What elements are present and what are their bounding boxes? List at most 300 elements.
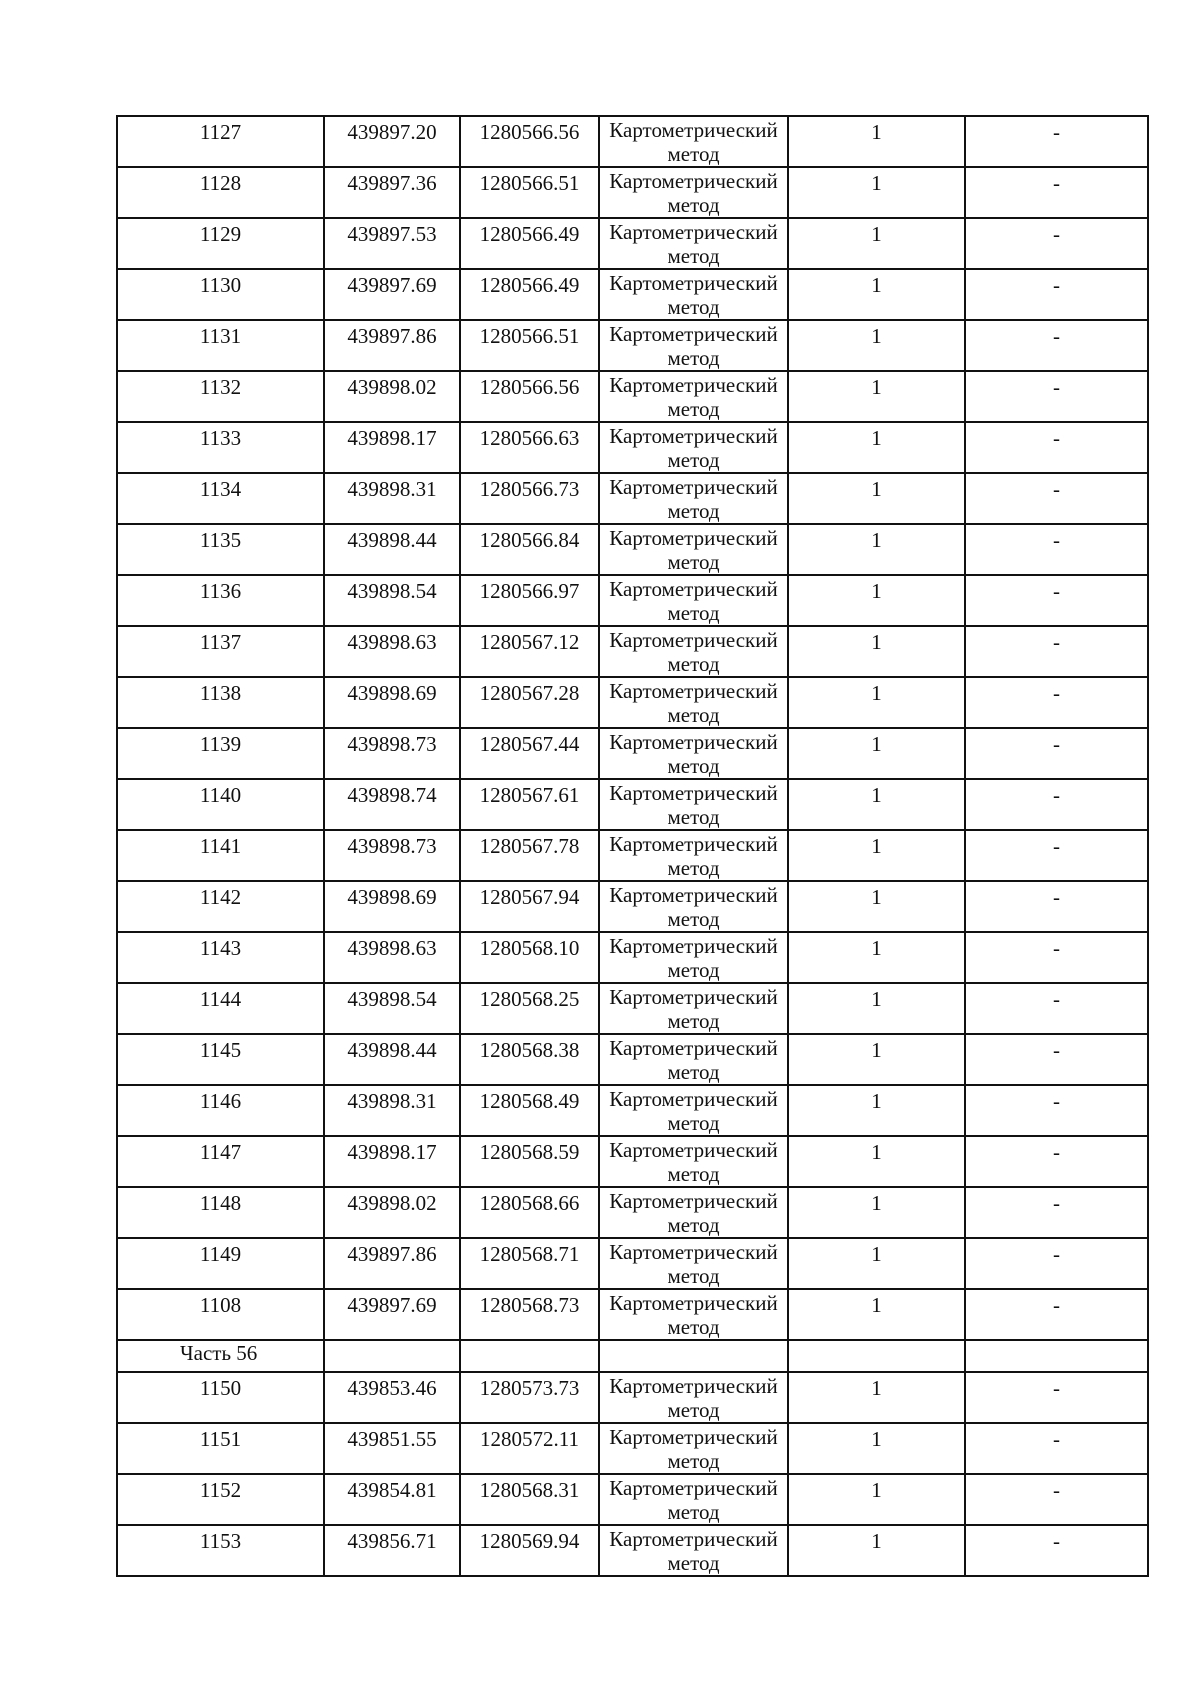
- method-text: Картометрический метод: [609, 1189, 778, 1237]
- point-number-text: 1128: [199, 171, 242, 195]
- point-number-cell: [117, 116, 324, 167]
- part-title: Часть 56: [180, 1341, 258, 1365]
- method-text: Картометрический метод: [609, 220, 778, 268]
- precision-text: 1: [871, 1089, 882, 1113]
- coordinate-y-cell: [460, 371, 599, 422]
- coordinate-y-text: 1280573.73: [479, 1376, 580, 1400]
- coordinate-y-text: 1280566.51: [479, 324, 580, 348]
- coordinate-x-cell: [324, 422, 460, 473]
- note-cell: [965, 1525, 1148, 1576]
- method-text: Картометрический метод: [609, 118, 778, 166]
- precision-cell: [788, 677, 965, 728]
- coordinate-x-text: 439851.55: [347, 1427, 437, 1451]
- table-row: [117, 1136, 1148, 1187]
- method-text: Картометрический метод: [609, 169, 778, 217]
- precision-cell: [788, 1474, 965, 1525]
- point-number-text: 1130: [199, 273, 242, 297]
- coordinate-x-cell: [324, 779, 460, 830]
- note-cell: [965, 167, 1148, 218]
- point-number-text: 1129: [199, 222, 242, 246]
- coordinate-x-text: 439898.02: [347, 1191, 437, 1215]
- coordinate-y-text: 1280568.66: [479, 1191, 580, 1215]
- point-number-text: 1139: [199, 732, 242, 756]
- table-row: [117, 830, 1148, 881]
- coordinate-x-text: 439898.02: [347, 375, 437, 399]
- method-cell: [599, 1085, 788, 1136]
- method-cell: [599, 116, 788, 167]
- point-number-cell: [117, 1136, 324, 1187]
- method-cell: [599, 1372, 788, 1423]
- empty-cell: [965, 1340, 1148, 1372]
- method-cell: [599, 932, 788, 983]
- precision-text: 1: [871, 1293, 882, 1317]
- coordinate-x-text: 439897.53: [347, 222, 437, 246]
- coordinate-x-text: 439856.71: [347, 1529, 437, 1553]
- precision-text: 1: [871, 477, 882, 501]
- precision-text: 1: [871, 1242, 882, 1266]
- note-text: -: [1053, 477, 1060, 501]
- precision-cell: [788, 1136, 965, 1187]
- coordinate-y-cell: [460, 1525, 599, 1576]
- method-cell: [599, 320, 788, 371]
- point-number-cell: [117, 1034, 324, 1085]
- note-cell: [965, 116, 1148, 167]
- precision-cell: [788, 473, 965, 524]
- method-cell: [599, 983, 788, 1034]
- point-number-cell: [117, 269, 324, 320]
- point-number-cell: [117, 422, 324, 473]
- table-row: [117, 575, 1148, 626]
- precision-cell: [788, 932, 965, 983]
- precision-cell: [788, 1525, 965, 1576]
- note-cell: [965, 1238, 1148, 1289]
- table-row: [117, 320, 1148, 371]
- point-number-cell: [117, 167, 324, 218]
- coordinate-x-text: 439898.44: [347, 1038, 437, 1062]
- coordinates-table: [116, 115, 1149, 1577]
- table-row: [117, 218, 1148, 269]
- empty-cell: [788, 1340, 965, 1372]
- coordinate-x-cell: [324, 1136, 460, 1187]
- method-text: Картометрический метод: [609, 1240, 778, 1288]
- table-row: [117, 626, 1148, 677]
- precision-cell: [788, 1034, 965, 1085]
- coordinate-x-cell: [324, 167, 460, 218]
- coordinate-x-text: 439897.69: [347, 273, 437, 297]
- coordinate-x-cell: [324, 626, 460, 677]
- precision-text: 1: [871, 375, 882, 399]
- coordinate-y-text: 1280566.73: [479, 477, 580, 501]
- point-number-cell: [117, 218, 324, 269]
- point-number-text: 1152: [199, 1478, 242, 1502]
- coordinate-x-cell: [324, 1085, 460, 1136]
- precision-text: 1: [871, 1191, 882, 1215]
- precision-cell: [788, 167, 965, 218]
- note-cell: [965, 575, 1148, 626]
- method-cell: [599, 728, 788, 779]
- coordinate-y-text: 1280568.38: [479, 1038, 580, 1062]
- point-number-text: 1145: [199, 1038, 242, 1062]
- precision-cell: [788, 371, 965, 422]
- table-row: [117, 677, 1148, 728]
- coordinate-y-cell: [460, 1034, 599, 1085]
- precision-cell: [788, 626, 965, 677]
- method-text: Картометрический метод: [609, 1138, 778, 1186]
- note-cell: [965, 779, 1148, 830]
- method-cell: [599, 1474, 788, 1525]
- method-text: Картометрический метод: [609, 883, 778, 931]
- note-text: -: [1053, 783, 1060, 807]
- coordinate-y-text: 1280572.11: [480, 1427, 579, 1451]
- table-row: [117, 1525, 1148, 1576]
- point-number-text: 1141: [199, 834, 242, 858]
- note-cell: [965, 1372, 1148, 1423]
- note-cell: [965, 932, 1148, 983]
- point-number-text: 1146: [199, 1089, 242, 1113]
- point-number-cell: [117, 779, 324, 830]
- table-row: [117, 1238, 1148, 1289]
- coordinate-y-cell: [460, 218, 599, 269]
- precision-cell: [788, 269, 965, 320]
- coordinate-x-cell: [324, 1372, 460, 1423]
- coordinate-y-text: 1280568.31: [479, 1478, 580, 1502]
- coordinate-x-text: 439898.63: [347, 630, 437, 654]
- method-cell: [599, 1187, 788, 1238]
- note-text: -: [1053, 375, 1060, 399]
- coordinate-x-cell: [324, 1525, 460, 1576]
- note-text: -: [1053, 834, 1060, 858]
- note-text: -: [1053, 1038, 1060, 1062]
- note-text: -: [1053, 1089, 1060, 1113]
- point-number-text: 1134: [199, 477, 242, 501]
- precision-cell: [788, 728, 965, 779]
- coordinate-x-text: 439898.69: [347, 885, 437, 909]
- table-row: [117, 728, 1148, 779]
- note-text: -: [1053, 222, 1060, 246]
- coordinate-x-text: 439898.17: [347, 426, 437, 450]
- note-cell: [965, 1085, 1148, 1136]
- method-text: Картометрический метод: [609, 424, 778, 472]
- coordinate-y-text: 1280569.94: [479, 1529, 580, 1553]
- coordinate-y-cell: [460, 677, 599, 728]
- note-cell: [965, 1289, 1148, 1340]
- note-cell: [965, 1187, 1148, 1238]
- note-text: -: [1053, 1529, 1060, 1553]
- coordinate-x-cell: [324, 473, 460, 524]
- coordinate-y-cell: [460, 1187, 599, 1238]
- method-cell: [599, 1423, 788, 1474]
- note-cell: [965, 473, 1148, 524]
- coordinate-y-text: 1280566.56: [479, 375, 580, 399]
- method-cell: [599, 218, 788, 269]
- note-text: -: [1053, 1242, 1060, 1266]
- coordinate-y-text: 1280566.51: [479, 171, 580, 195]
- precision-cell: [788, 1372, 965, 1423]
- precision-text: 1: [871, 1376, 882, 1400]
- note-text: -: [1053, 171, 1060, 195]
- note-cell: [965, 1474, 1148, 1525]
- method-cell: [599, 1289, 788, 1340]
- precision-cell: [788, 116, 965, 167]
- point-number-text: 1147: [199, 1140, 242, 1164]
- precision-text: 1: [871, 1427, 882, 1451]
- point-number-cell: [117, 677, 324, 728]
- precision-cell: [788, 881, 965, 932]
- point-number-text: 1151: [199, 1427, 242, 1451]
- coordinate-y-cell: [460, 1423, 599, 1474]
- coordinate-y-cell: [460, 1289, 599, 1340]
- point-number-text: 1133: [199, 426, 242, 450]
- note-text: -: [1053, 885, 1060, 909]
- precision-text: 1: [871, 681, 882, 705]
- coordinate-x-cell: [324, 881, 460, 932]
- coordinate-y-text: 1280568.10: [479, 936, 580, 960]
- precision-text: 1: [871, 834, 882, 858]
- part-header-row: [117, 1340, 1148, 1372]
- table-row: [117, 1372, 1148, 1423]
- coordinate-x-cell: [324, 575, 460, 626]
- point-number-cell: [117, 1289, 324, 1340]
- coordinate-y-text: 1280566.63: [479, 426, 580, 450]
- note-cell: [965, 1034, 1148, 1085]
- point-number-cell: [117, 320, 324, 371]
- precision-text: 1: [871, 579, 882, 603]
- note-cell: [965, 422, 1148, 473]
- precision-cell: [788, 1423, 965, 1474]
- coordinate-x-text: 439898.74: [347, 783, 437, 807]
- empty-cell: [460, 1340, 599, 1372]
- coordinate-y-text: 1280568.73: [479, 1293, 580, 1317]
- precision-cell: [788, 1289, 965, 1340]
- coordinate-y-cell: [460, 1085, 599, 1136]
- method-text: Картометрический метод: [609, 1291, 778, 1339]
- point-number-cell: [117, 932, 324, 983]
- point-number-text: 1137: [199, 630, 242, 654]
- precision-cell: [788, 1238, 965, 1289]
- point-number-cell: [117, 830, 324, 881]
- coordinate-y-cell: [460, 1136, 599, 1187]
- precision-cell: [788, 1085, 965, 1136]
- precision-text: 1: [871, 1529, 882, 1553]
- coordinate-y-cell: [460, 269, 599, 320]
- note-text: -: [1053, 1140, 1060, 1164]
- coordinate-y-cell: [460, 167, 599, 218]
- method-text: Картометрический метод: [609, 1036, 778, 1084]
- method-cell: [599, 473, 788, 524]
- table-row: [117, 422, 1148, 473]
- point-number-text: 1142: [199, 885, 242, 909]
- coordinate-x-cell: [324, 116, 460, 167]
- part-title-cell: [117, 1340, 324, 1372]
- coordinate-x-text: 439898.63: [347, 936, 437, 960]
- note-text: -: [1053, 1293, 1060, 1317]
- note-cell: [965, 881, 1148, 932]
- coordinate-y-cell: [460, 932, 599, 983]
- coordinate-y-text: 1280568.49: [479, 1089, 580, 1113]
- coordinate-x-cell: [324, 983, 460, 1034]
- method-cell: [599, 167, 788, 218]
- precision-text: 1: [871, 324, 882, 348]
- precision-cell: [788, 422, 965, 473]
- method-text: Картометрический метод: [609, 1087, 778, 1135]
- note-text: -: [1053, 630, 1060, 654]
- precision-text: 1: [871, 885, 882, 909]
- note-cell: [965, 218, 1148, 269]
- coordinate-x-cell: [324, 320, 460, 371]
- coordinate-x-cell: [324, 1423, 460, 1474]
- coordinate-y-cell: [460, 779, 599, 830]
- method-text: Картометрический метод: [609, 271, 778, 319]
- coordinate-y-text: 1280567.28: [479, 681, 580, 705]
- method-cell: [599, 1136, 788, 1187]
- point-number-text: 1149: [199, 1242, 242, 1266]
- coordinate-y-text: 1280566.56: [479, 120, 580, 144]
- note-cell: [965, 1423, 1148, 1474]
- coordinate-x-text: 439898.31: [347, 477, 437, 501]
- precision-text: 1: [871, 1478, 882, 1502]
- method-text: Картометрический метод: [609, 1425, 778, 1473]
- coordinate-y-cell: [460, 524, 599, 575]
- coordinate-y-cell: [460, 983, 599, 1034]
- coordinate-y-cell: [460, 1238, 599, 1289]
- coordinate-y-cell: [460, 1474, 599, 1525]
- point-number-cell: [117, 1525, 324, 1576]
- precision-cell: [788, 575, 965, 626]
- precision-text: 1: [871, 528, 882, 552]
- coordinate-y-text: 1280566.49: [479, 273, 580, 297]
- note-text: -: [1053, 936, 1060, 960]
- method-cell: [599, 422, 788, 473]
- table-row: [117, 881, 1148, 932]
- point-number-text: 1153: [199, 1529, 242, 1553]
- note-text: -: [1053, 120, 1060, 144]
- note-cell: [965, 728, 1148, 779]
- precision-text: 1: [871, 1140, 882, 1164]
- note-text: -: [1053, 324, 1060, 348]
- point-number-text: 1144: [199, 987, 242, 1011]
- table-row: [117, 1423, 1148, 1474]
- coordinate-x-text: 439897.20: [347, 120, 437, 144]
- coordinate-x-cell: [324, 1238, 460, 1289]
- precision-cell: [788, 983, 965, 1034]
- precision-text: 1: [871, 1038, 882, 1062]
- table-row: [117, 269, 1148, 320]
- method-text: Картометрический метод: [609, 577, 778, 625]
- coordinate-x-text: 439898.69: [347, 681, 437, 705]
- coordinate-y-cell: [460, 881, 599, 932]
- precision-text: 1: [871, 171, 882, 195]
- empty-cell: [324, 1340, 460, 1372]
- coordinate-y-cell: [460, 830, 599, 881]
- table-row: [117, 1289, 1148, 1340]
- precision-text: 1: [871, 732, 882, 756]
- precision-text: 1: [871, 987, 882, 1011]
- note-text: -: [1053, 1376, 1060, 1400]
- coordinate-x-text: 439898.73: [347, 732, 437, 756]
- point-number-cell: [117, 524, 324, 575]
- coordinate-x-cell: [324, 269, 460, 320]
- coordinate-y-cell: [460, 473, 599, 524]
- coordinate-y-cell: [460, 728, 599, 779]
- table-row: [117, 1474, 1148, 1525]
- note-text: -: [1053, 579, 1060, 603]
- coordinate-y-cell: [460, 116, 599, 167]
- table-row: [117, 983, 1148, 1034]
- precision-text: 1: [871, 630, 882, 654]
- method-cell: [599, 1238, 788, 1289]
- table-row: [117, 473, 1148, 524]
- method-cell: [599, 524, 788, 575]
- point-number-cell: [117, 626, 324, 677]
- coordinate-y-text: 1280567.44: [479, 732, 580, 756]
- point-number-cell: [117, 728, 324, 779]
- table-row: [117, 1085, 1148, 1136]
- table-row: [117, 779, 1148, 830]
- method-cell: [599, 371, 788, 422]
- table-row: [117, 1034, 1148, 1085]
- note-cell: [965, 626, 1148, 677]
- coordinate-x-cell: [324, 1034, 460, 1085]
- coordinate-y-cell: [460, 626, 599, 677]
- note-text: -: [1053, 1427, 1060, 1451]
- note-text: -: [1053, 426, 1060, 450]
- point-number-text: 1132: [199, 375, 242, 399]
- coordinate-y-text: 1280568.71: [479, 1242, 580, 1266]
- coordinate-y-text: 1280567.94: [479, 885, 580, 909]
- coordinates-table-body: [117, 116, 1148, 1576]
- coordinate-x-text: 439897.86: [347, 1242, 437, 1266]
- coordinate-x-text: 439854.81: [347, 1478, 437, 1502]
- precision-cell: [788, 779, 965, 830]
- method-text: Картометрический метод: [609, 373, 778, 421]
- method-text: Картометрический метод: [609, 730, 778, 778]
- method-cell: [599, 1525, 788, 1576]
- coordinate-x-cell: [324, 830, 460, 881]
- point-number-cell: [117, 1085, 324, 1136]
- coordinate-y-text: 1280567.61: [479, 783, 580, 807]
- point-number-cell: [117, 1187, 324, 1238]
- note-cell: [965, 983, 1148, 1034]
- note-text: -: [1053, 1191, 1060, 1215]
- point-number-text: 1143: [199, 936, 242, 960]
- precision-text: 1: [871, 936, 882, 960]
- note-cell: [965, 524, 1148, 575]
- coordinate-y-text: 1280568.59: [479, 1140, 580, 1164]
- point-number-text: 1138: [199, 681, 242, 705]
- coordinate-y-text: 1280566.49: [479, 222, 580, 246]
- coordinate-y-cell: [460, 422, 599, 473]
- coordinate-y-text: 1280566.97: [479, 579, 580, 603]
- note-cell: [965, 1136, 1148, 1187]
- point-number-cell: [117, 1238, 324, 1289]
- coordinate-x-cell: [324, 728, 460, 779]
- note-text: -: [1053, 681, 1060, 705]
- note-cell: [965, 830, 1148, 881]
- note-cell: [965, 269, 1148, 320]
- coordinate-y-cell: [460, 575, 599, 626]
- note-cell: [965, 371, 1148, 422]
- coordinate-x-cell: [324, 218, 460, 269]
- coordinate-x-cell: [324, 524, 460, 575]
- method-text: Картометрический метод: [609, 832, 778, 880]
- coordinate-x-text: 439898.54: [347, 579, 437, 603]
- point-number-text: 1135: [199, 528, 242, 552]
- coordinate-x-cell: [324, 371, 460, 422]
- precision-cell: [788, 320, 965, 371]
- coordinate-x-text: 439898.44: [347, 528, 437, 552]
- method-cell: [599, 1034, 788, 1085]
- point-number-cell: [117, 1423, 324, 1474]
